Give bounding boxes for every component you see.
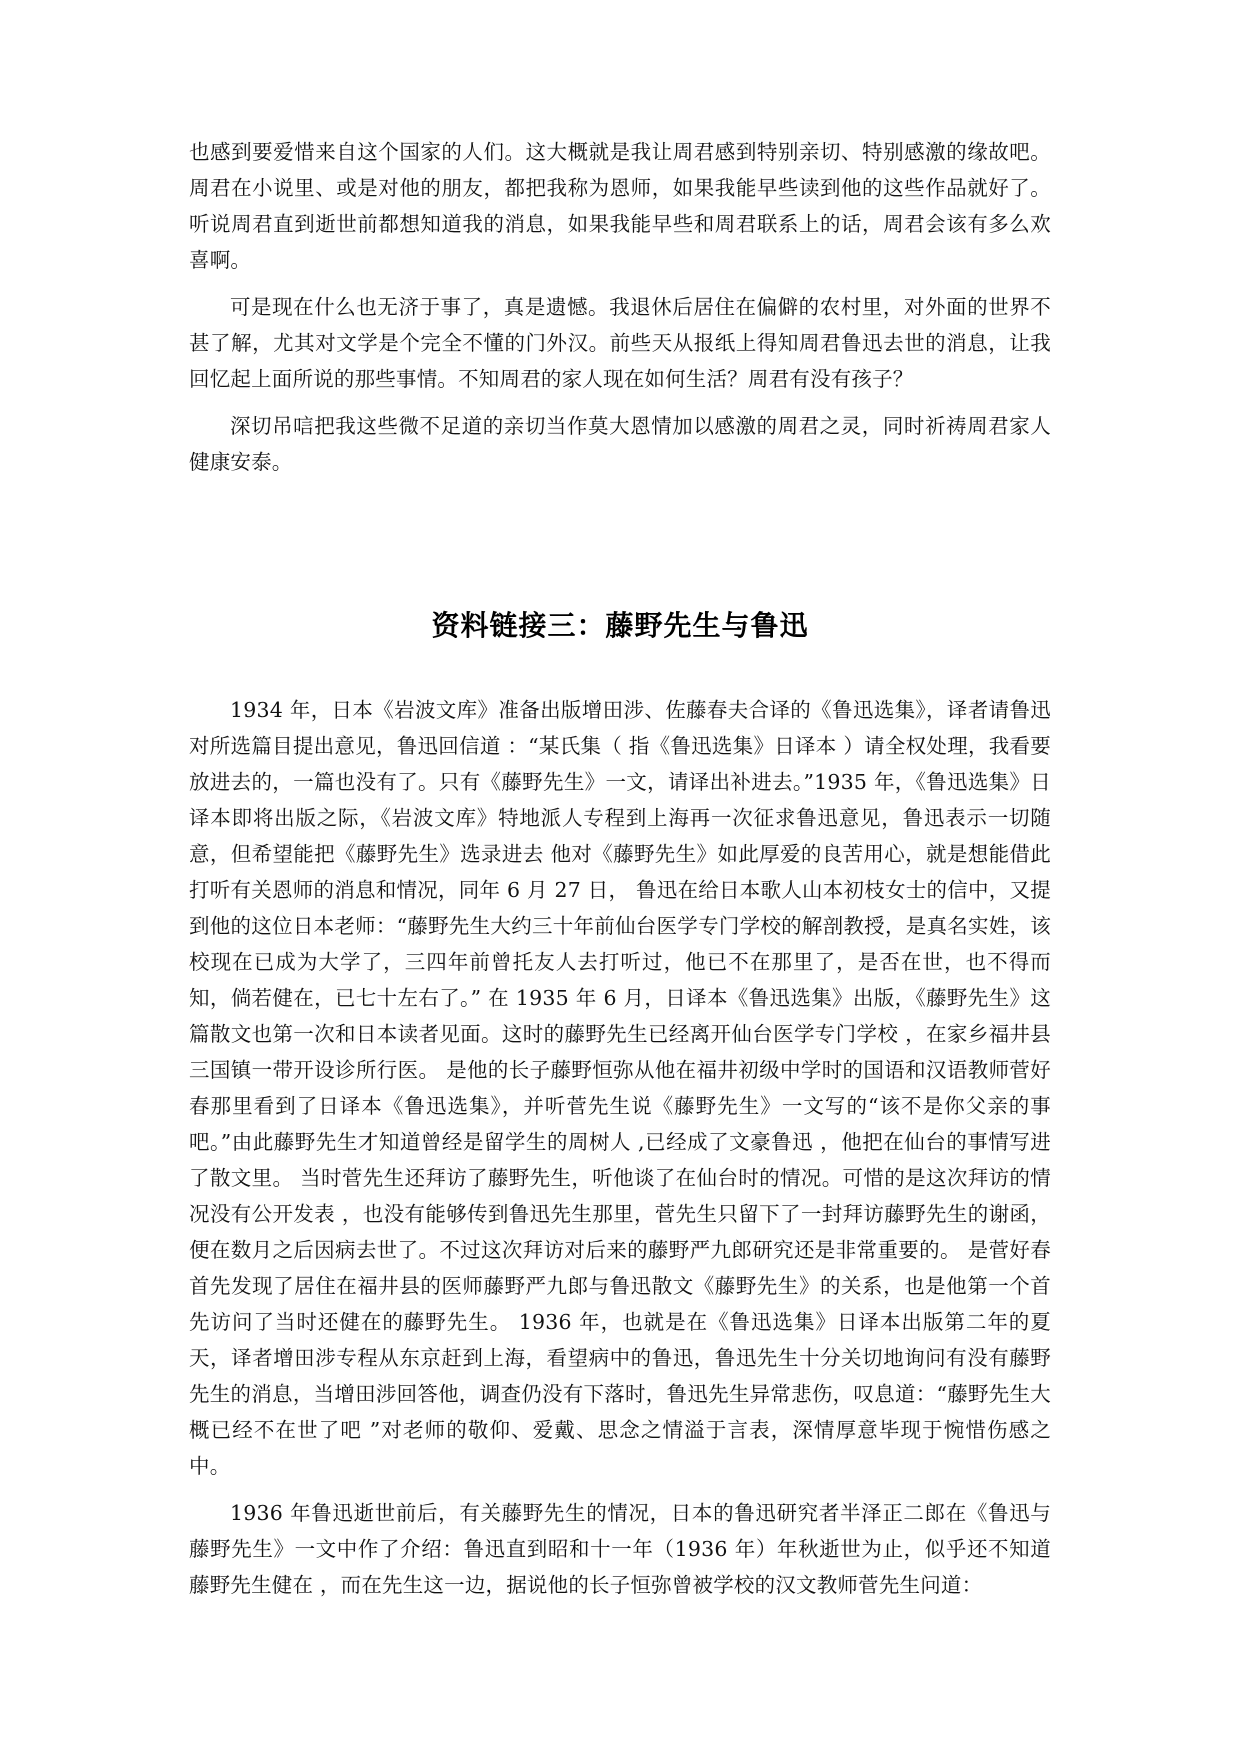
letter-excerpt (189, 134, 1051, 480)
paragraph-condolence: 深切吊唁把我这些微不足道的亲切当作莫大恩情加以感激的周君之灵，同时祈祷周君家人健康安泰。 (189, 414, 1051, 474)
paragraph-regret: 可是现在什么也无济于事了，真是遗憾。我退休后居住在偏僻的农村里，对外面的世界不甚了解，尤其对文学是个完全不懂的门外汉。前些天从报纸上得知周君鲁迅去世的消息，让我回忆起上面所说的那些事情。不知周君的家人现在如何生活？周君有没有孩子？ (189, 295, 1051, 391)
article-body (189, 692, 1051, 1603)
section-title: 资料链接三：藤野先生与鲁迅 (431, 609, 809, 642)
paragraph-history: 1934 年，日本《岩波文库》准备出版增田涉、佐藤春夫合译的《鲁迅选集》，译者请鲁迅对所选篇目提出意见，鲁迅回信道 ：“某氏集（ 指《鲁迅选集》日译本 ）请全权处理，我看要放进去的，一篇也没有了。只有《藤野先生》一文，请译出补进去。”1935 年，《鲁迅选集》日译本即将出版之际，《岩波文库》特地派人专程到上海再一次征求鲁迅意见，鲁迅表示一切随意，但希望能把《藤野先生》选录进去 他对《藤野先生》如此厚爱的良苦用心，就是想能借此打听有关恩师的消息和情况，同年 6 月 27 日， 鲁迅在给日本歌人山本初枝女士的信中，又提到他的这位日本老师：“藤野先生大约三十年前仙台医学专门学校的解剖教授，是真名实姓，该校现在已成为大学了，三四年前曾托友人去打听过，他已不在那里了，是否在世，也不得而知，倘若健在，已七十左右了。” 在 1935 年 6 月，日译本《鲁迅选集》出版，《藤野先生》这篇散文也第一次和日本读者见面。这时的藤野先生已经离开仙台医学专门学校 ，在家乡福井县三国镇一带开设诊所行医。 是他的长子藤野恒弥从他在福井初级中学时的国语和汉语教师菅好春那里看到了日译本《鲁迅选集》，并听菅先生说《藤野先生》一文写的“该不是你父亲的事吧。”由此藤野先生才知道曾经是留学生的周树人 ,已经成了文豪鲁迅 ，他把在仙台的事情写进了散文里。 当时菅先生还拜访了藤野先生，听他谈了在仙台时的情况。可惜的是这次拜访的情况没有公开发表 ，也没有能够传到鲁迅先生那里，菅先生只留下了一封拜访藤野先生的谢函，便在数月之后因病去世了。不过这次拜访对后来的藤野严九郎研究还是非常重要的。 是菅好春首先发现了居住在福井县的医师藤野严九郎与鲁迅散文《藤野先生》的关系，也是他第一个首先访问了当时还健在的藤野先生。 1936 年，也就是在《鲁迅选集》日译本出版第二年的夏天，译者增田涉专程从东京赶到上海，看望病中的鲁迅，鲁迅先生十分关切地询问有没有藤野先生的消息，当增田涉回答他，调查仍没有下落时，鲁迅先生异常悲伤，叹息道：“藤野先生大概已经不在世了吧 ”对老师的敬仰、爱戴、思念之情溢于言表，深情厚意毕现于惋惜伤感之中。 (189, 698, 1051, 1478)
paragraph-research: 1936 年鲁迅逝世前后，有关藤野先生的情况，日本的鲁迅研究者半泽正二郎在《鲁迅与藤野先生》一文中作了介绍：鲁迅直到昭和十一年（1936 年）年秋逝世为止，似乎还不知道藤野先生健在 ，而在先生这一边，据说他的长子恒弥曾被学校的汉文教师菅先生问道： (189, 1501, 1051, 1597)
paragraph-continuation: 也感到要爱惜来自这个国家的人们。这大概就是我让周君感到特别亲切、特别感激的缘故吧。周君在小说里、或是对他的朋友，都把我称为恩师，如果我能早些读到他的这些作品就好了。听说周君直到逝世前都想知道我的消息，如果我能早些和周君联系上的话，周君会该有多么欢喜啊。 (189, 140, 1051, 272)
